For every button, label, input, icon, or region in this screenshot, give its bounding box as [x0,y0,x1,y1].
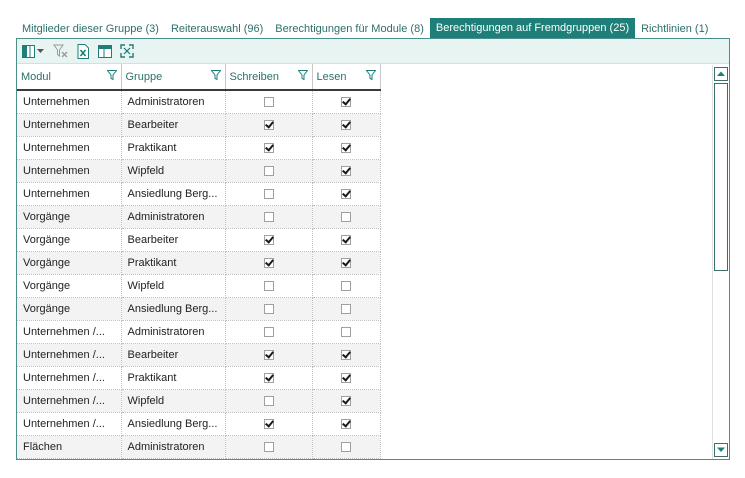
layout-icon[interactable] [97,43,113,59]
export-excel-icon[interactable] [75,43,91,59]
clear-filter-icon[interactable] [52,43,68,59]
cell-gruppe[interactable]: Ansiedlung Berg... [121,298,225,321]
cell-modul[interactable]: Unternehmen /... [17,344,121,367]
cell-gruppe[interactable]: Wipfeld [121,275,225,298]
cell-lesen [312,137,380,160]
tab-berechtigungen-module[interactable]: Berechtigungen für Module (8) [275,23,424,35]
cell-schreiben [225,206,312,229]
checkbox-lesen[interactable] [341,304,351,314]
cell-schreiben [225,390,312,413]
cell-schreiben [225,252,312,275]
checkbox-schreiben[interactable] [264,97,274,107]
checkbox-schreiben[interactable] [264,120,274,130]
column-header-gruppe[interactable] [121,64,225,90]
checkbox-schreiben[interactable] [264,396,274,406]
tab-panel [16,38,730,460]
table-row[interactable] [17,436,380,459]
cell-schreiben [225,229,312,252]
cell-modul[interactable]: Unternehmen /... [17,390,121,413]
cell-gruppe[interactable]: Praktikant [121,367,225,390]
cell-modul[interactable]: Vorgänge [17,206,121,229]
table-row[interactable] [17,298,380,321]
cell-modul[interactable]: Vorgänge [17,275,121,298]
checkbox-schreiben[interactable] [264,143,274,153]
cell-lesen [312,344,380,367]
checkbox-lesen[interactable] [341,396,351,406]
checkbox-lesen[interactable] [341,212,351,222]
cell-gruppe[interactable]: Administratoren [121,206,225,229]
cell-schreiben [225,160,312,183]
cell-gruppe[interactable]: Administratoren [121,436,225,459]
checkbox-schreiben[interactable] [264,304,274,314]
cell-schreiben [225,114,312,137]
cell-modul[interactable]: Vorgänge [17,252,121,275]
cell-schreiben [225,137,312,160]
column-header-schreiben[interactable] [225,64,312,90]
tab-richtlinien[interactable]: Richtlinien (1) [641,23,709,35]
cell-schreiben [225,413,312,436]
column-chooser-icon[interactable] [21,43,35,59]
cell-gruppe[interactable]: Wipfeld [121,390,225,413]
checkbox-lesen[interactable] [341,327,351,337]
cell-schreiben [225,321,312,344]
cell-schreiben [225,183,312,206]
cell-lesen [312,367,380,390]
checkbox-schreiben[interactable] [264,327,274,337]
arrow-up-icon [717,71,725,77]
checkbox-schreiben[interactable] [264,281,274,291]
table-row[interactable] [17,137,380,160]
dropdown-arrow-icon[interactable] [36,43,44,59]
filter-icon[interactable] [107,70,117,83]
filter-icon[interactable] [366,70,376,83]
cell-modul[interactable]: Unternehmen [17,90,121,114]
scroll-up-button[interactable] [714,67,728,81]
column-header-label: Schreiben [229,70,280,83]
cell-schreiben [225,344,312,367]
cell-gruppe[interactable]: Bearbeiter [121,114,225,137]
column-header-label: Modul [21,70,51,83]
checkbox-schreiben[interactable] [264,442,274,452]
table-row[interactable] [17,160,380,183]
cell-modul[interactable]: Unternehmen [17,114,121,137]
cell-modul[interactable]: Unternehmen /... [17,367,121,390]
arrow-down-icon [717,447,725,453]
cell-lesen [312,436,380,459]
cell-gruppe[interactable]: Bearbeiter [121,344,225,367]
checkbox-schreiben[interactable] [264,350,274,360]
cell-modul[interactable]: Vorgänge [17,229,121,252]
table-row[interactable] [17,252,380,275]
checkbox-lesen[interactable] [341,373,351,383]
cell-gruppe[interactable]: Administratoren [121,90,225,114]
cell-modul[interactable]: Vorgänge [17,298,121,321]
cell-modul[interactable]: Unternehmen /... [17,413,121,436]
table-row[interactable] [17,275,380,298]
cell-lesen [312,390,380,413]
filter-icon[interactable] [298,70,308,83]
checkbox-lesen[interactable] [341,281,351,291]
column-header-modul[interactable] [17,64,121,90]
cell-lesen [312,206,380,229]
checkbox-lesen[interactable] [341,350,351,360]
checkbox-lesen[interactable] [341,419,351,429]
cell-lesen [312,160,380,183]
cell-lesen [312,252,380,275]
cell-gruppe[interactable]: Ansiedlung Berg... [121,183,225,206]
cell-lesen [312,298,380,321]
table-row[interactable] [17,183,380,206]
cell-gruppe[interactable]: Ansiedlung Berg... [121,413,225,436]
cell-lesen [312,275,380,298]
table-row[interactable] [17,413,380,436]
scroll-down-button[interactable] [714,443,728,457]
cell-gruppe[interactable]: Wipfeld [121,160,225,183]
tab-berechtigungen-fremdgruppen[interactable]: Berechtigungen auf Fremdgruppen (25) [430,18,635,38]
cell-modul[interactable]: Unternehmen /... [17,321,121,344]
cell-modul[interactable]: Unternehmen [17,183,121,206]
grid-body [17,90,380,459]
header-row [17,64,380,90]
cell-lesen [312,229,380,252]
checkbox-schreiben[interactable] [264,212,274,222]
cell-modul[interactable]: Unternehmen [17,160,121,183]
cell-gruppe[interactable]: Praktikant [121,137,225,160]
grid-toolbar [17,39,729,64]
cell-lesen [312,90,380,114]
cell-lesen [312,413,380,436]
checkbox-lesen[interactable] [341,143,351,153]
cell-schreiben [225,436,312,459]
checkbox-lesen[interactable] [341,189,351,199]
tab-strip [16,18,714,38]
filter-icon[interactable] [211,70,221,83]
table-row[interactable] [17,321,380,344]
cell-gruppe[interactable]: Praktikant [121,252,225,275]
checkbox-lesen[interactable] [341,120,351,130]
cell-schreiben [225,275,312,298]
tab-mitglieder[interactable]: Mitglieder dieser Gruppe (3) [22,23,159,35]
cell-schreiben [225,298,312,321]
tab-reiterauswahl[interactable]: Reiterauswahl (96) [170,23,264,35]
checkbox-schreiben[interactable] [264,373,274,383]
column-header-label: Lesen [316,70,347,83]
table-row[interactable] [17,367,380,390]
cell-modul[interactable]: Flächen [17,436,121,459]
fit-columns-icon[interactable] [119,43,135,59]
cell-modul[interactable]: Unternehmen [17,137,121,160]
cell-lesen [312,183,380,206]
checkbox-lesen[interactable] [341,235,351,245]
cell-gruppe[interactable]: Administratoren [121,321,225,344]
column-header-lesen[interactable] [312,64,380,90]
cell-schreiben [225,90,312,114]
table-row[interactable] [17,90,380,114]
permissions-grid [17,64,381,459]
table-row[interactable] [17,344,380,367]
column-header-label: Gruppe [125,70,163,83]
checkbox-schreiben[interactable] [264,419,274,429]
cell-gruppe[interactable]: Bearbeiter [121,229,225,252]
checkbox-lesen[interactable] [341,97,351,107]
vertical-scrollbar[interactable] [712,65,729,459]
table-row[interactable] [17,114,380,137]
checkbox-lesen[interactable] [341,258,351,268]
table-row[interactable] [17,229,380,252]
cell-lesen [312,114,380,137]
checkbox-schreiben[interactable] [264,258,274,268]
scroll-thumb[interactable] [714,83,728,271]
checkbox-schreiben[interactable] [264,166,274,176]
checkbox-lesen[interactable] [341,442,351,452]
cell-lesen [312,321,380,344]
table-row[interactable] [17,390,380,413]
checkbox-schreiben[interactable] [264,189,274,199]
cell-schreiben [225,367,312,390]
checkbox-lesen[interactable] [341,166,351,176]
checkbox-schreiben[interactable] [264,235,274,245]
table-row[interactable] [17,206,380,229]
